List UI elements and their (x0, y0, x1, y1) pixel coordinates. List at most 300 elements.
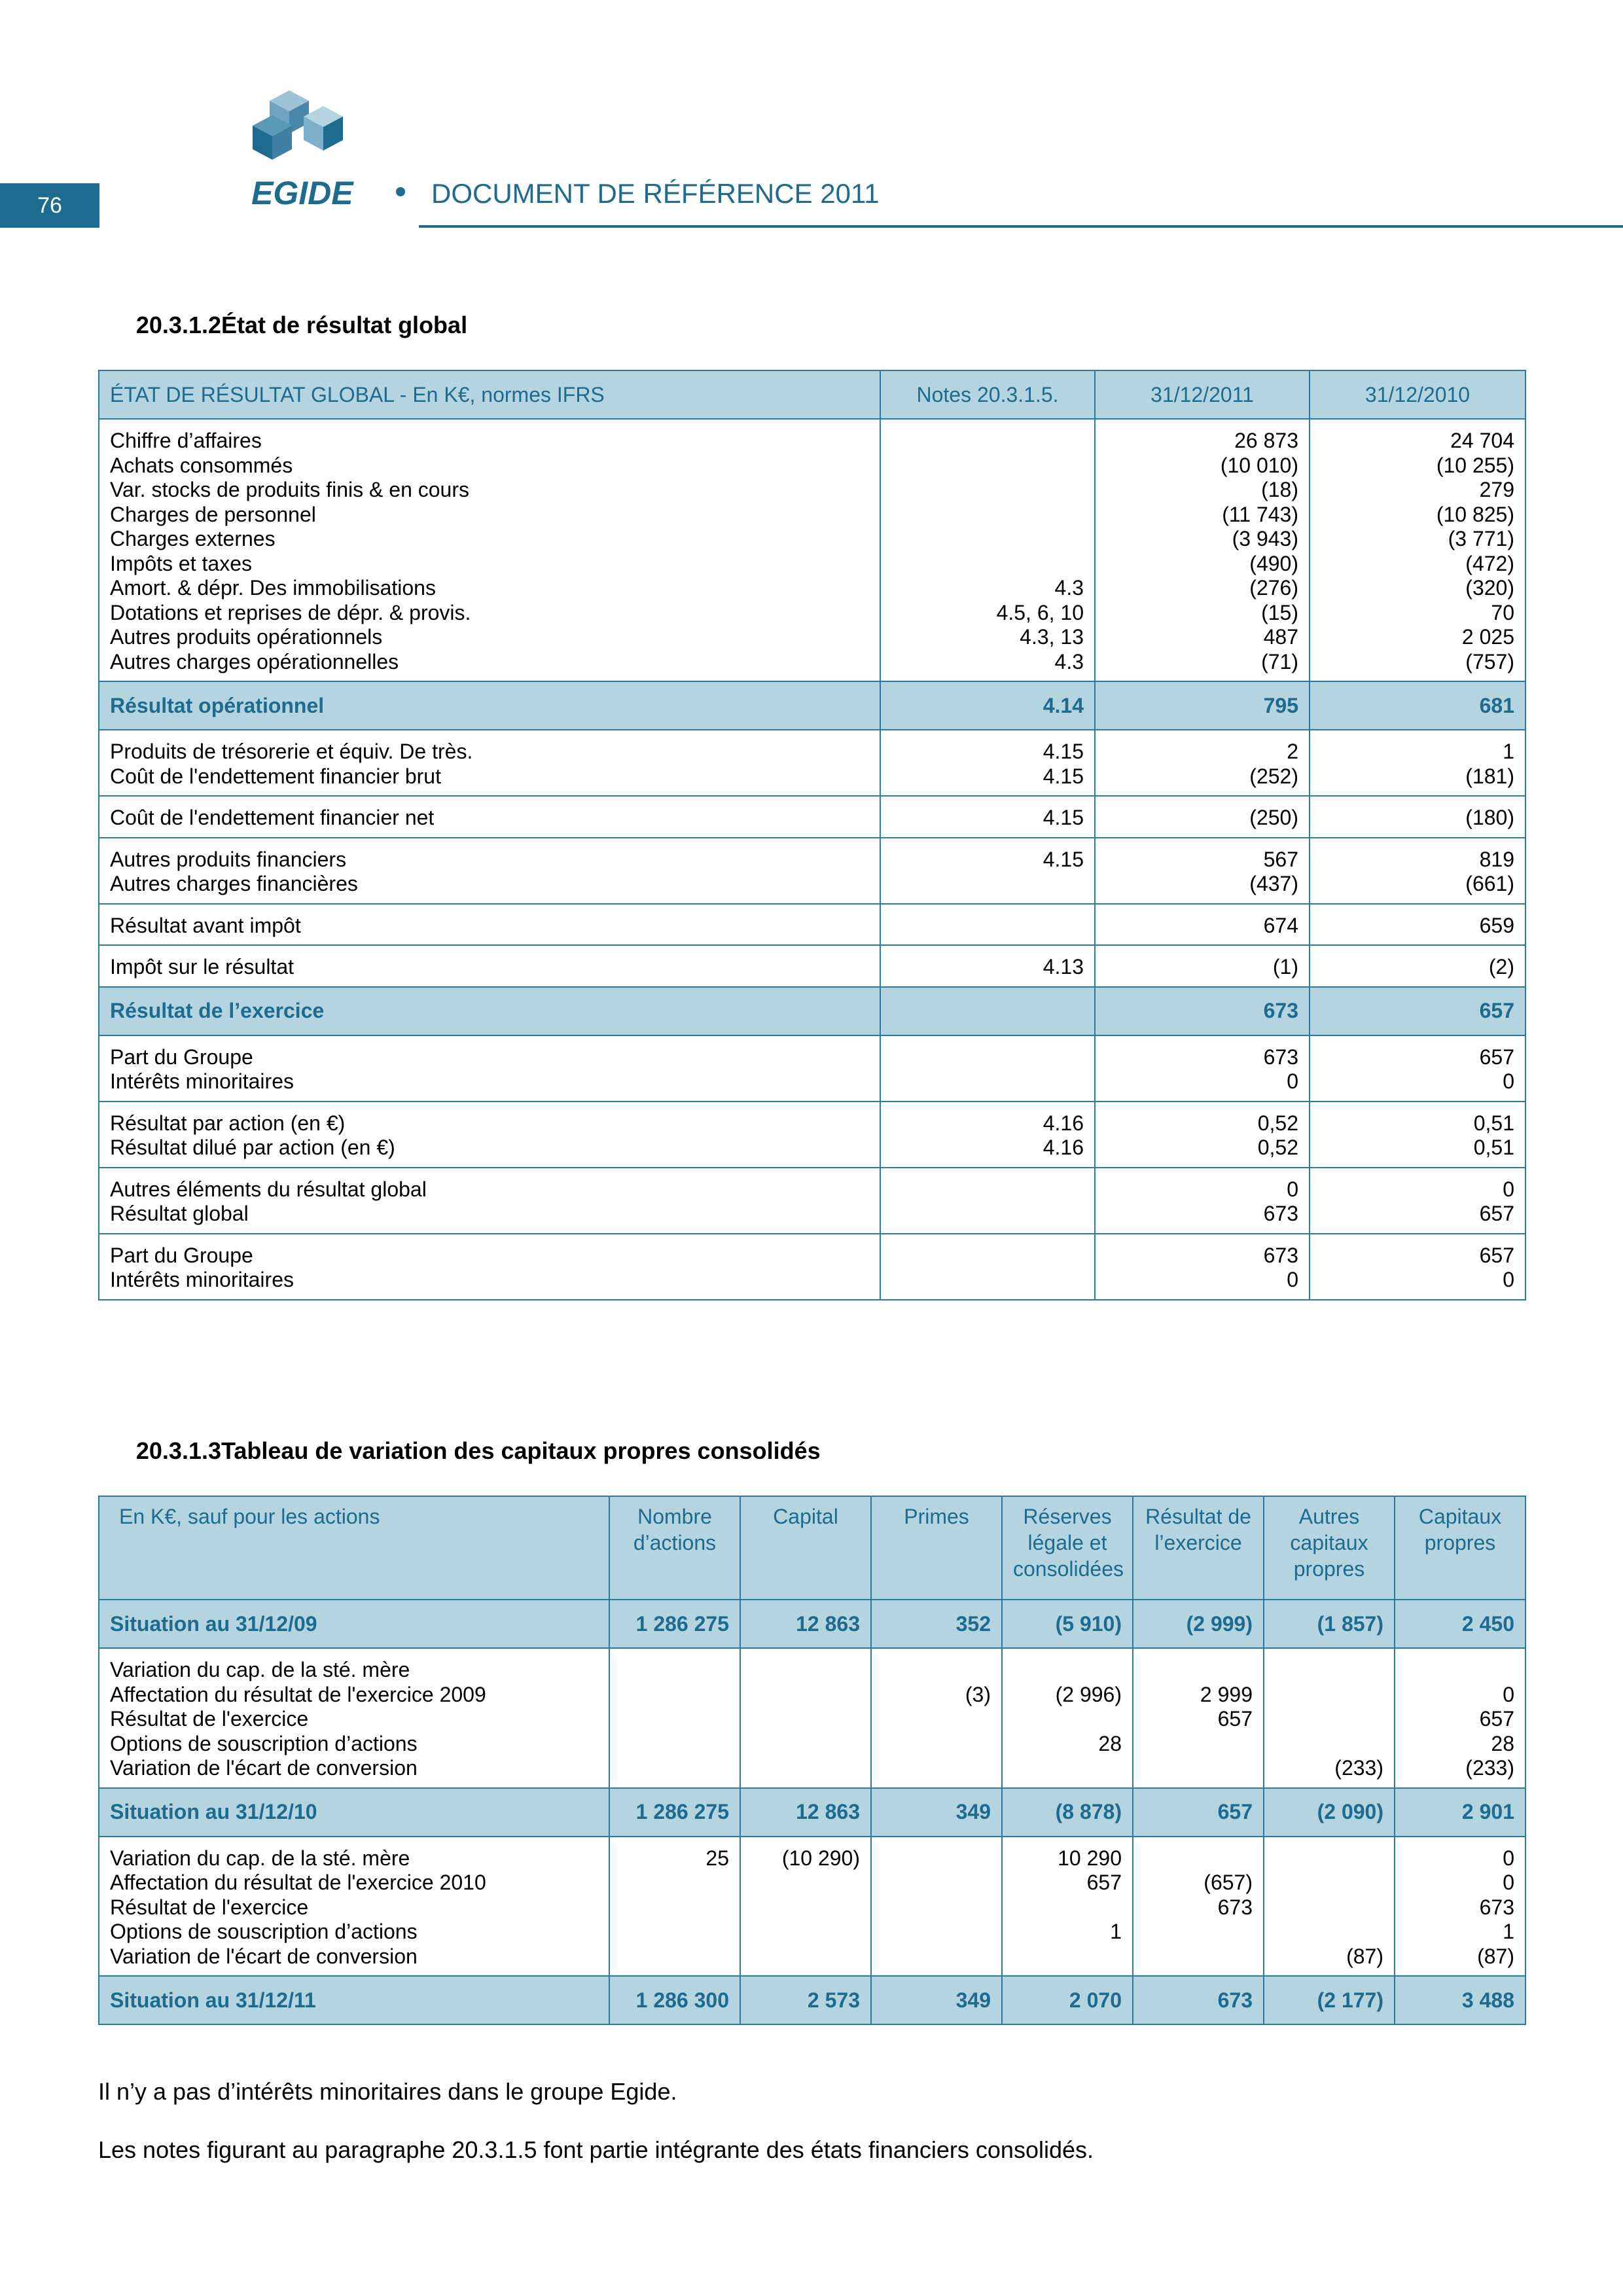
table-cell: 3 488 (1395, 1976, 1525, 2024)
cell-line: Intérêts minoritaires (110, 1268, 294, 1291)
cell-line: (2) (1488, 955, 1514, 978)
table-cell (1310, 730, 1525, 796)
cell-lines (110, 1177, 869, 1227)
cell-line: 0,52 (1257, 1136, 1298, 1159)
cell-lines (891, 1045, 1084, 1094)
cell-line: Résultat global (110, 1202, 249, 1225)
table-cell (880, 1035, 1095, 1102)
cell-line: 657 (1217, 1707, 1253, 1731)
column-header (99, 1496, 609, 1600)
header-line-text: Primes (904, 1505, 969, 1528)
cell-line (882, 1732, 991, 1757)
cell-line: Autres charges opérationnelles (110, 649, 399, 673)
table-cell (99, 945, 880, 987)
header-line-text: propres (1293, 1557, 1365, 1581)
cell-line: (250) (1249, 806, 1298, 829)
table-cell: 2 573 (740, 1976, 871, 2024)
cell-line (891, 914, 1084, 939)
cell-lines (1106, 955, 1298, 980)
table-cell: 2 450 (1395, 1600, 1525, 1648)
egide-logo (250, 85, 368, 209)
cell-line: Options de souscription d’actions (110, 1920, 418, 1943)
cell-line (882, 1920, 991, 1945)
column-header (1395, 1496, 1525, 1600)
table-cell (880, 1234, 1095, 1300)
cell-line: Résultat de l'exercice (110, 1707, 309, 1731)
table-cell: (2 999) (1133, 1600, 1264, 1648)
cell-line (882, 1945, 991, 1969)
table-cell: Résultat de l’exercice (99, 987, 880, 1035)
column-header: 31/12/2010 (1310, 370, 1525, 419)
column-header (740, 1496, 871, 1600)
cell-lines (110, 1111, 869, 1160)
cell-lines (882, 1658, 991, 1781)
cell-lines (891, 1111, 1084, 1160)
equity-changes-table (98, 1496, 1526, 2025)
table-cell: Situation au 31/12/09 (99, 1600, 609, 1648)
cell-line: 2 (1287, 740, 1298, 763)
subtotal-row (99, 1788, 1525, 1837)
table-row-group (99, 419, 1525, 681)
table-cell: 1 286 275 (609, 1600, 740, 1648)
cell-line: 1 (1503, 1920, 1514, 1943)
cell-line: 0 (1287, 1069, 1298, 1093)
table-cell (99, 1234, 880, 1300)
cell-line: Variation de l'écart de conversion (110, 1944, 418, 1968)
cell-line: (180) (1465, 806, 1514, 829)
cell-line: 0,51 (1473, 1136, 1514, 1159)
cell-lines (891, 1244, 1084, 1293)
cell-line: 0 (1503, 1069, 1514, 1093)
table-cell (1095, 1035, 1310, 1102)
table-cell (99, 1648, 609, 1788)
cell-line (891, 1202, 1084, 1227)
cell-line: 24 704 (1450, 429, 1514, 452)
cell-lines (1321, 914, 1514, 939)
column-header (1264, 1496, 1395, 1600)
cell-lines (1106, 429, 1298, 674)
table-cell (880, 419, 1095, 681)
cell-line (1275, 1683, 1383, 1708)
header-line-text: Réserves (1023, 1505, 1112, 1528)
cell-line: Options de souscription d’actions (110, 1731, 418, 1755)
cell-line: Impôt sur le résultat (110, 955, 294, 978)
cell-line (891, 872, 1084, 897)
footnote-notes: Les notes figurant au paragraphe 20.3.1.5 font partie intégrante des états financiers consolidés. (98, 2136, 1094, 2163)
cell-line: (87) (1477, 1944, 1514, 1968)
cell-line (751, 1756, 860, 1781)
cell-line: Variation du cap. de la sté. mère (110, 1846, 410, 1870)
column-header: 31/12/2011 (1095, 370, 1310, 419)
table-cell: 4.14 (880, 681, 1095, 730)
cell-lines (110, 914, 869, 939)
header-line-text: légale et (1027, 1531, 1107, 1554)
cell-line (1275, 1846, 1383, 1871)
cell-lines (1144, 1658, 1253, 1781)
cell-line: (1) (1272, 955, 1298, 978)
table-cell (1133, 1837, 1264, 1977)
cell-line: 673 (1479, 1895, 1514, 1919)
cell-line: 2 025 (1461, 625, 1514, 649)
cell-line: Autres charges financières (110, 872, 358, 895)
cell-line: Coût de l'endettement financier brut (110, 764, 441, 788)
comprehensive-income-table (98, 370, 1526, 1300)
cell-lines (891, 429, 1084, 674)
table-cell: 657 (1133, 1788, 1264, 1837)
header-line-text: Résultat de (1145, 1505, 1251, 1528)
cell-line: 673 (1263, 1045, 1298, 1069)
table-cell (880, 945, 1095, 987)
cell-line (1144, 1920, 1253, 1945)
table-cell (1310, 796, 1525, 838)
cell-line: (10 255) (1436, 453, 1514, 477)
table-cell (1310, 1035, 1525, 1102)
table-cell (1310, 1102, 1525, 1168)
table-cell: (8 878) (1002, 1788, 1133, 1837)
document-title: DOCUMENT DE RÉFÉRENCE 2011 (396, 178, 880, 209)
cell-line: (10 010) (1220, 453, 1298, 477)
table-cell (1264, 1837, 1395, 1977)
cell-line: 0,51 (1473, 1111, 1514, 1135)
cell-line: 657 (1479, 1045, 1514, 1069)
cell-lines (110, 1658, 598, 1781)
cell-line: 4.13 (1043, 955, 1084, 978)
cell-line (1144, 1658, 1253, 1683)
cell-line: (3 771) (1448, 527, 1514, 550)
cell-line: 28 (1491, 1731, 1514, 1755)
cell-lines (1106, 914, 1298, 939)
cell-line: Charges de personnel (110, 502, 316, 526)
cell-lines (1321, 848, 1514, 897)
table-row-group (99, 1837, 1525, 1977)
table-cell: 657 (1310, 987, 1525, 1035)
cell-line (1144, 1846, 1253, 1871)
column-header (1002, 1496, 1133, 1600)
cell-line: 567 (1263, 847, 1298, 871)
table-cell (609, 1648, 740, 1788)
cell-lines (1144, 1846, 1253, 1969)
cell-line: Coût de l'endettement financier net (110, 806, 435, 829)
cell-line: Charges externes (110, 527, 276, 550)
cell-line: 28 (1098, 1731, 1122, 1755)
cell-line: 0 (1503, 1682, 1514, 1706)
cell-line (891, 527, 1084, 552)
cell-line (751, 1707, 860, 1732)
table-cell (871, 1648, 1002, 1788)
cell-line: 659 (1479, 913, 1514, 937)
cell-line (1013, 1756, 1122, 1781)
cell-line: Amort. & dépr. Des immobilisations (110, 576, 436, 600)
cell-lines (1406, 1658, 1514, 1781)
cell-line: 4.16 (1043, 1136, 1084, 1159)
cell-lines (1106, 1244, 1298, 1293)
table-cell (880, 1168, 1095, 1234)
cell-lines (1321, 1111, 1514, 1160)
table-cell: (2 177) (1264, 1976, 1395, 2024)
cell-lines (110, 955, 869, 980)
cell-line (1013, 1658, 1122, 1683)
cell-line (620, 1707, 729, 1732)
table-cell (1095, 904, 1310, 946)
table-cell: 349 (871, 1976, 1002, 2024)
cell-lines (891, 848, 1084, 897)
cell-line: Résultat de l'exercice (110, 1895, 309, 1919)
table-header-row (99, 1496, 1525, 1600)
cell-line: 26 873 (1234, 429, 1298, 452)
table-row-group (99, 1035, 1525, 1102)
cell-line: 673 (1217, 1895, 1253, 1919)
cell-line (1013, 1707, 1122, 1732)
cell-line (1013, 1945, 1122, 1969)
subtotal-row (99, 987, 1525, 1035)
cell-line (620, 1658, 729, 1683)
table-cell: 795 (1095, 681, 1310, 730)
table-cell: 681 (1310, 681, 1525, 730)
cell-line: Autres éléments du résultat global (110, 1177, 427, 1201)
cell-line (1144, 1756, 1253, 1781)
cell-line: Variation du cap. de la sté. mère (110, 1658, 410, 1681)
cell-line (891, 503, 1084, 528)
header-line-text: En K€, sauf pour les actions (119, 1505, 380, 1528)
cell-lines (891, 914, 1084, 939)
table-cell (1095, 1102, 1310, 1168)
table-cell (99, 1102, 880, 1168)
table-cell (1310, 1168, 1525, 1234)
header-line-text: l’exercice (1154, 1531, 1242, 1554)
cell-line: 4.16 (1043, 1111, 1084, 1135)
table-cell (1310, 904, 1525, 946)
table-cell (1095, 796, 1310, 838)
table-cell (880, 1102, 1095, 1168)
table-cell: 673 (1095, 987, 1310, 1035)
cell-line: 0 (1503, 1268, 1514, 1291)
cell-line: 0 (1287, 1268, 1298, 1291)
header-line-text: consolidées (1013, 1557, 1124, 1581)
cell-line (882, 1658, 991, 1683)
cell-line (620, 1756, 729, 1781)
cell-line: 0 (1503, 1846, 1514, 1870)
cell-line: (15) (1261, 600, 1298, 624)
table-row-group (99, 904, 1525, 946)
table-cell (99, 904, 880, 946)
table-cell (1133, 1648, 1264, 1788)
cell-lines (1321, 1045, 1514, 1094)
column-header: Notes 20.3.1.5. (880, 370, 1095, 419)
section-heading-1: 20.3.1.2État de résultat global (135, 312, 468, 338)
cell-line: 4.15 (1043, 847, 1084, 871)
header-line-text: Capitaux (1418, 1505, 1502, 1528)
table-cell (99, 1837, 609, 1977)
cell-line (751, 1895, 860, 1920)
cell-line: 657 (1086, 1871, 1122, 1894)
header-line-text: Nombre (637, 1505, 712, 1528)
cell-line: 70 (1491, 600, 1514, 624)
cell-line: 674 (1263, 913, 1298, 937)
cell-line: 1 (1110, 1920, 1122, 1943)
cell-line (751, 1658, 860, 1683)
table-cell (1095, 419, 1310, 681)
table-cell: 2 070 (1002, 1976, 1133, 2024)
table-cell (880, 730, 1095, 796)
table-cell (880, 838, 1095, 904)
cell-line: Résultat par action (en €) (110, 1111, 346, 1135)
table-cell: 2 901 (1395, 1788, 1525, 1837)
table-cell: (1 857) (1264, 1600, 1395, 1648)
subtotal-row (99, 681, 1525, 730)
cell-line: Intérêts minoritaires (110, 1069, 294, 1093)
cell-lines (1106, 740, 1298, 789)
cell-line (1275, 1732, 1383, 1757)
table-cell (99, 796, 880, 838)
table-cell (1395, 1648, 1525, 1788)
cell-lines (1106, 806, 1298, 831)
cell-line: (71) (1261, 649, 1298, 673)
cell-lines (1321, 1244, 1514, 1293)
table-cell (1095, 945, 1310, 987)
cell-line (620, 1871, 729, 1895)
table-cell (871, 1837, 1002, 1977)
cell-line: 0 (1503, 1871, 1514, 1894)
cell-lines (620, 1658, 729, 1781)
table-cell (99, 1168, 880, 1234)
cell-line: Var. stocks de produits finis & en cours (110, 478, 469, 501)
section-heading-2: 20.3.1.3Tableau de variation des capitaux propres consolidés (135, 1437, 821, 1464)
table-row-group (99, 1168, 1525, 1234)
cell-lines (1275, 1846, 1383, 1969)
table-cell (1264, 1648, 1395, 1788)
cell-line: 487 (1263, 625, 1298, 649)
cell-lines (110, 848, 869, 897)
table-cell (740, 1648, 871, 1788)
cell-line: Produits de trésorerie et équiv. De très. (110, 740, 473, 763)
table-row-group (99, 838, 1525, 904)
cell-line: Impôts et taxes (110, 551, 252, 575)
column-header (1133, 1496, 1264, 1600)
cell-line: Part du Groupe (110, 1045, 253, 1069)
cell-line: (276) (1249, 576, 1298, 600)
table-cell (1095, 1168, 1310, 1234)
cell-line: 657 (1479, 1707, 1514, 1731)
cell-line: (10 290) (781, 1846, 860, 1870)
cell-line: (10 825) (1436, 502, 1514, 526)
cell-line: Autres produits opérationnels (110, 625, 383, 649)
cell-line: Affectation du résultat de l'exercice 2009 (110, 1682, 486, 1706)
cell-line (620, 1895, 729, 1920)
column-header (609, 1496, 740, 1600)
table-cell (1095, 730, 1310, 796)
cell-line (620, 1920, 729, 1945)
cell-line: (3 943) (1232, 527, 1298, 550)
table-row-group (99, 1102, 1525, 1168)
cell-line (751, 1945, 860, 1969)
cell-line (891, 1045, 1084, 1070)
table-cell (1310, 945, 1525, 987)
cell-line: (252) (1249, 764, 1298, 788)
cell-line: 0,52 (1257, 1111, 1298, 1135)
cell-line: (181) (1465, 764, 1514, 788)
subtotal-row (99, 1600, 1525, 1648)
cell-line (1406, 1658, 1514, 1683)
cell-line (1275, 1895, 1383, 1920)
cell-line: Résultat avant impôt (110, 913, 301, 937)
cell-line: 4.3 (1054, 576, 1084, 600)
cell-line (1275, 1871, 1383, 1895)
table-cell (740, 1837, 871, 1977)
cell-line: 2 999 (1200, 1682, 1253, 1706)
cell-line: (87) (1346, 1944, 1383, 1968)
header-line-text: Autres (1298, 1505, 1360, 1528)
cell-line (620, 1683, 729, 1708)
cell-line: (490) (1249, 551, 1298, 575)
table-cell: Résultat opérationnel (99, 681, 880, 730)
table-cell: (2 090) (1264, 1788, 1395, 1837)
table-cell (1395, 1837, 1525, 1977)
cell-line: 4.3 (1054, 649, 1084, 673)
header-line-text: propres (1424, 1531, 1496, 1554)
cell-line (882, 1846, 991, 1871)
table-cell: Situation au 31/12/10 (99, 1788, 609, 1837)
cell-lines (751, 1658, 860, 1781)
cell-line (882, 1895, 991, 1920)
cell-lines (1013, 1846, 1122, 1969)
cell-line (882, 1707, 991, 1732)
cell-line: (472) (1465, 551, 1514, 575)
cell-lines (891, 955, 1084, 980)
cell-line: (2 996) (1055, 1682, 1122, 1706)
cell-line: (320) (1465, 576, 1514, 600)
cell-line: (18) (1261, 478, 1298, 501)
header-rule (419, 225, 1623, 228)
table-cell (1095, 838, 1310, 904)
cell-lines (1321, 429, 1514, 674)
table-row-group (99, 1234, 1525, 1300)
cell-line (1144, 1945, 1253, 1969)
cell-line: Résultat dilué par action (en €) (110, 1136, 395, 1159)
cell-line: 0 (1503, 1177, 1514, 1201)
table-row-group (99, 945, 1525, 987)
table-row-group (99, 1648, 1525, 1788)
cell-lines (891, 806, 1084, 831)
cell-line: Chiffre d’affaires (110, 429, 262, 452)
svg-text:EGIDE: EGIDE (251, 175, 353, 209)
cell-line: 10 290 (1058, 1846, 1122, 1870)
table-cell (880, 904, 1095, 946)
table-cell: Situation au 31/12/11 (99, 1976, 609, 2024)
table-cell (99, 1035, 880, 1102)
cell-line (882, 1871, 991, 1895)
cell-line (1275, 1658, 1383, 1683)
cell-line (891, 1268, 1084, 1293)
cell-line: Part du Groupe (110, 1243, 253, 1267)
cell-line: 25 (705, 1846, 729, 1870)
subtotal-row (99, 1976, 1525, 2024)
cell-line: 673 (1263, 1202, 1298, 1225)
cell-line: 1 (1503, 740, 1514, 763)
cell-line: (661) (1465, 872, 1514, 895)
table-cell (1310, 1234, 1525, 1300)
table-cell: 12 863 (740, 1600, 871, 1648)
cell-line: 279 (1479, 478, 1514, 501)
table-cell: 352 (871, 1600, 1002, 1648)
cell-line: 819 (1479, 847, 1514, 871)
cell-line: (233) (1465, 1756, 1514, 1780)
cell-line (620, 1732, 729, 1757)
cell-lines (1321, 806, 1514, 831)
table-row-group (99, 796, 1525, 838)
bullet-icon (396, 187, 405, 196)
cell-line: (11 743) (1222, 502, 1298, 526)
cell-lines (1106, 1177, 1298, 1227)
